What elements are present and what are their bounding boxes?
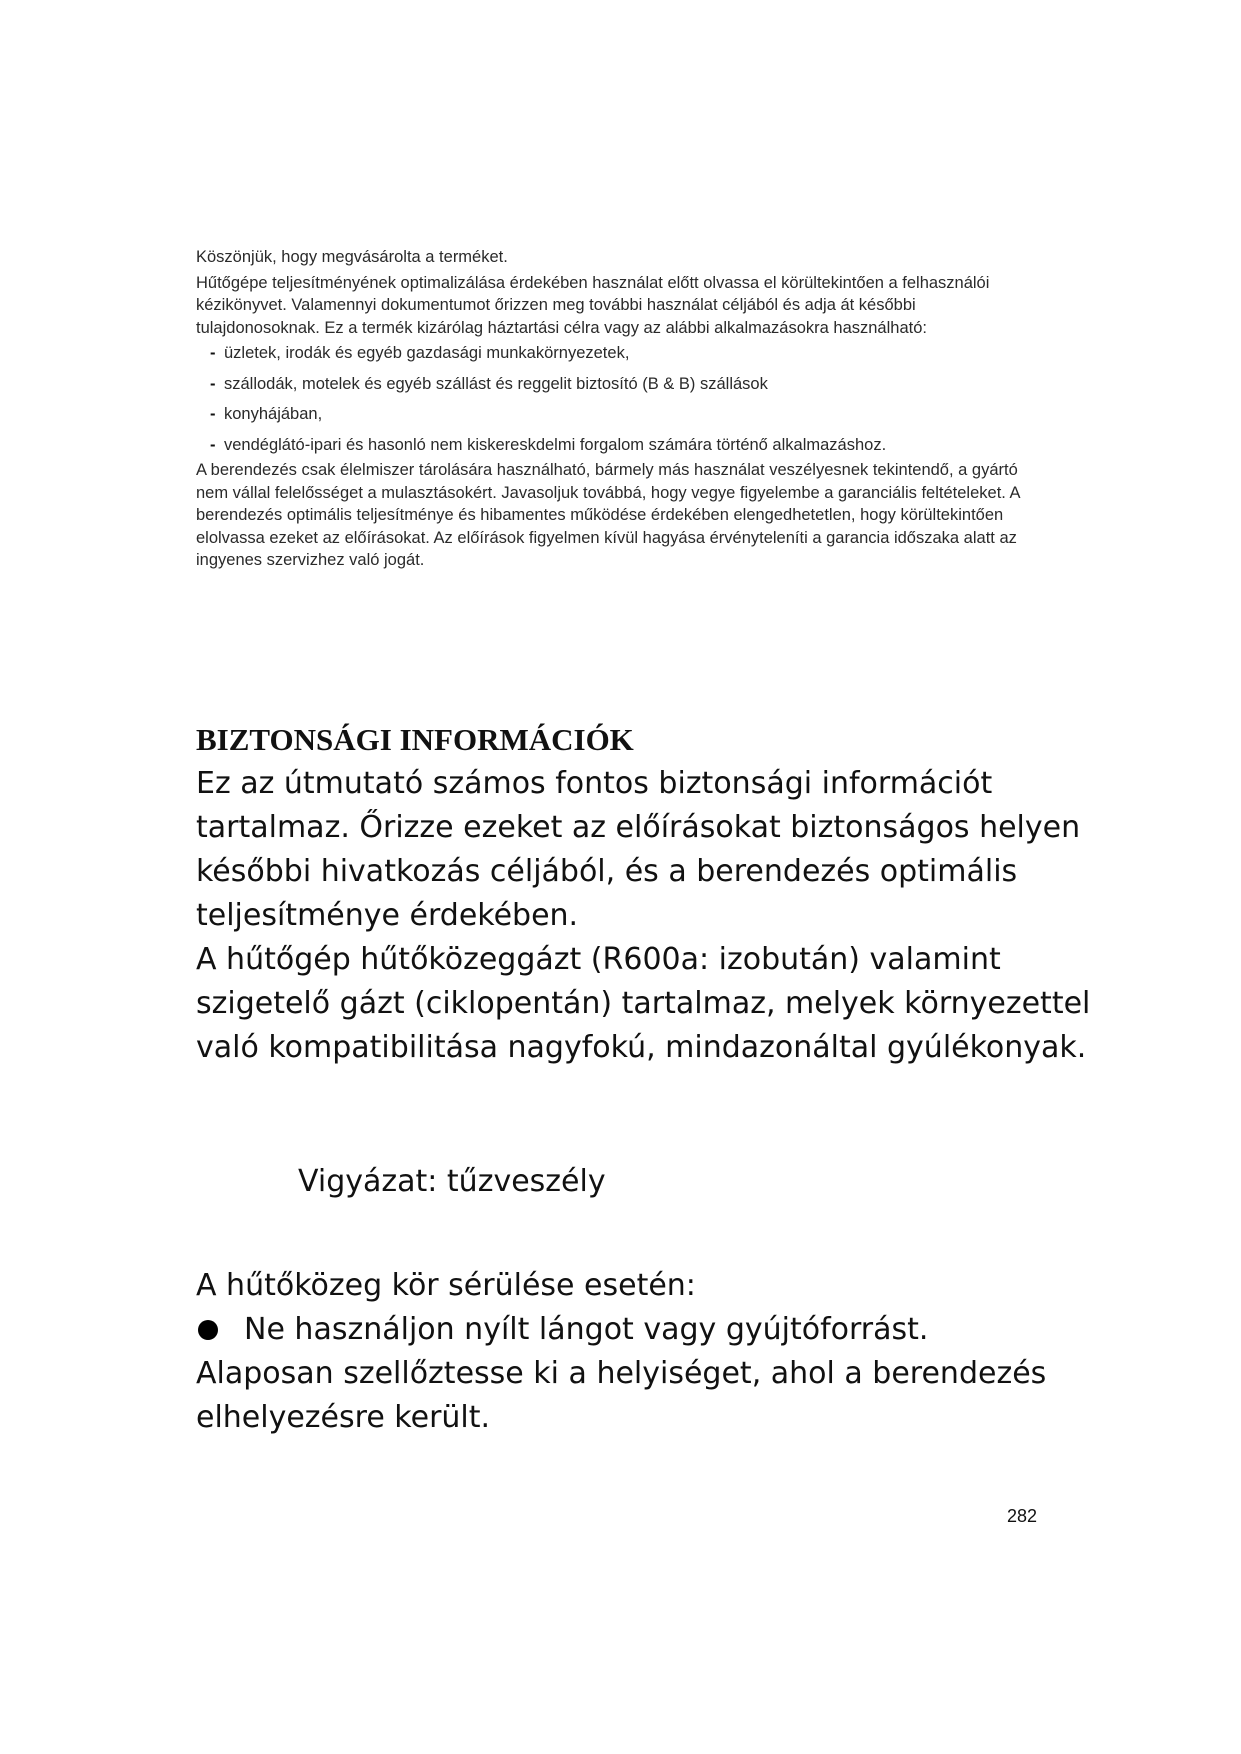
safety-paragraph-1: Ez az útmutató számos fontos biztonsági információt tartalmaz. Őrizze ezeket az előírásokat biztonságos helyen későbbi hivatkozás céljából, és a berendezés optimális teljesítménye érdekében.	[196, 766, 1081, 933]
bullet-dash: -	[210, 405, 216, 423]
leak-intro: A hűtőközeg kör sérülése esetén:	[196, 1268, 696, 1303]
intro-paragraph: Hűtőgépe teljesítményének optimalizálása érdekében használat előtt olvassa el körültekintően a felhasználói kézikönyvet. Valamennyi dokumentumot őrizzen meg további használat céljából és adja át későbbi tulajdonosoknak. Ez a termék kizárólag háztartási célra vagy az alábbi alkalmazásokra használható:	[196, 273, 990, 337]
thanks-text: Köszönjük, hogy megvásárolta a terméket.	[196, 248, 508, 266]
list-item	[210, 373, 1036, 396]
safety-paragraph-2: A hűtőgép hűtőközeggázt (R600a: izobután) valamint szigetelő gázt (ciklopentán) tartalmaz, melyek környezettel való kompatibilitása nagyfokú, mindazonáltal gyúlékonyak.	[196, 942, 1091, 1065]
leak-section	[196, 1264, 1096, 1440]
list-item-text: konyhájában,	[224, 405, 323, 423]
leak-bullet-text: Ne használjon nyílt lángot vagy gyújtóforrást.	[244, 1312, 929, 1347]
list-item-text: vendéglátó-ipari és hasonló nem kiskereskdelmi forgalom számára történő alkalmazáshoz.	[224, 435, 887, 454]
bullet-dash: -	[210, 374, 216, 393]
page-number: 282	[1007, 1506, 1038, 1526]
leak-after: Alaposan szellőztesse ki a helyiséget, ahol a berendezés elhelyezésre került.	[196, 1356, 1047, 1435]
bullet-dash: -	[210, 435, 216, 454]
fire-caution-text: Vigyázat: tűzveszély	[298, 1164, 606, 1199]
safety-heading: BIZTONSÁGI INFORMÁCIÓK	[196, 722, 634, 757]
safety-body	[196, 762, 1096, 1070]
intro-section	[196, 246, 1036, 572]
bullet-dash: -	[210, 344, 216, 362]
usage-list	[210, 342, 1036, 456]
list-item-text: szállodák, motelek és egyéb szállást és reggelit biztosító (B & B) szállások	[224, 374, 768, 393]
list-item	[210, 342, 1036, 365]
closing-paragraph: A berendezés csak élelmiszer tárolására használható, bármely más használat veszélyesnek tekintendő, a gyártó nem vállal felelősséget a mulasztásokért. Javasoljuk továbbá, hogy vegye figyelembe a garanciális feltételeket. A berendezés optimális teljesítménye és hibamentes működése érdekében elengedhetetlen, hogy körültekintően elolvassa ezeket az előírásokat. Az előírások figyelmen kívül hagyása érvényteleníti a garancia időszaka alatt az ingyenes szervizhez való jogát.	[196, 461, 1020, 569]
list-item	[210, 403, 1036, 426]
bullet-dot-icon	[198, 1320, 218, 1340]
list-item-text: üzletek, irodák és egyéb gazdasági munkakörnyezetek,	[224, 344, 630, 362]
leak-bullet	[196, 1308, 1096, 1352]
list-item	[210, 434, 1036, 457]
